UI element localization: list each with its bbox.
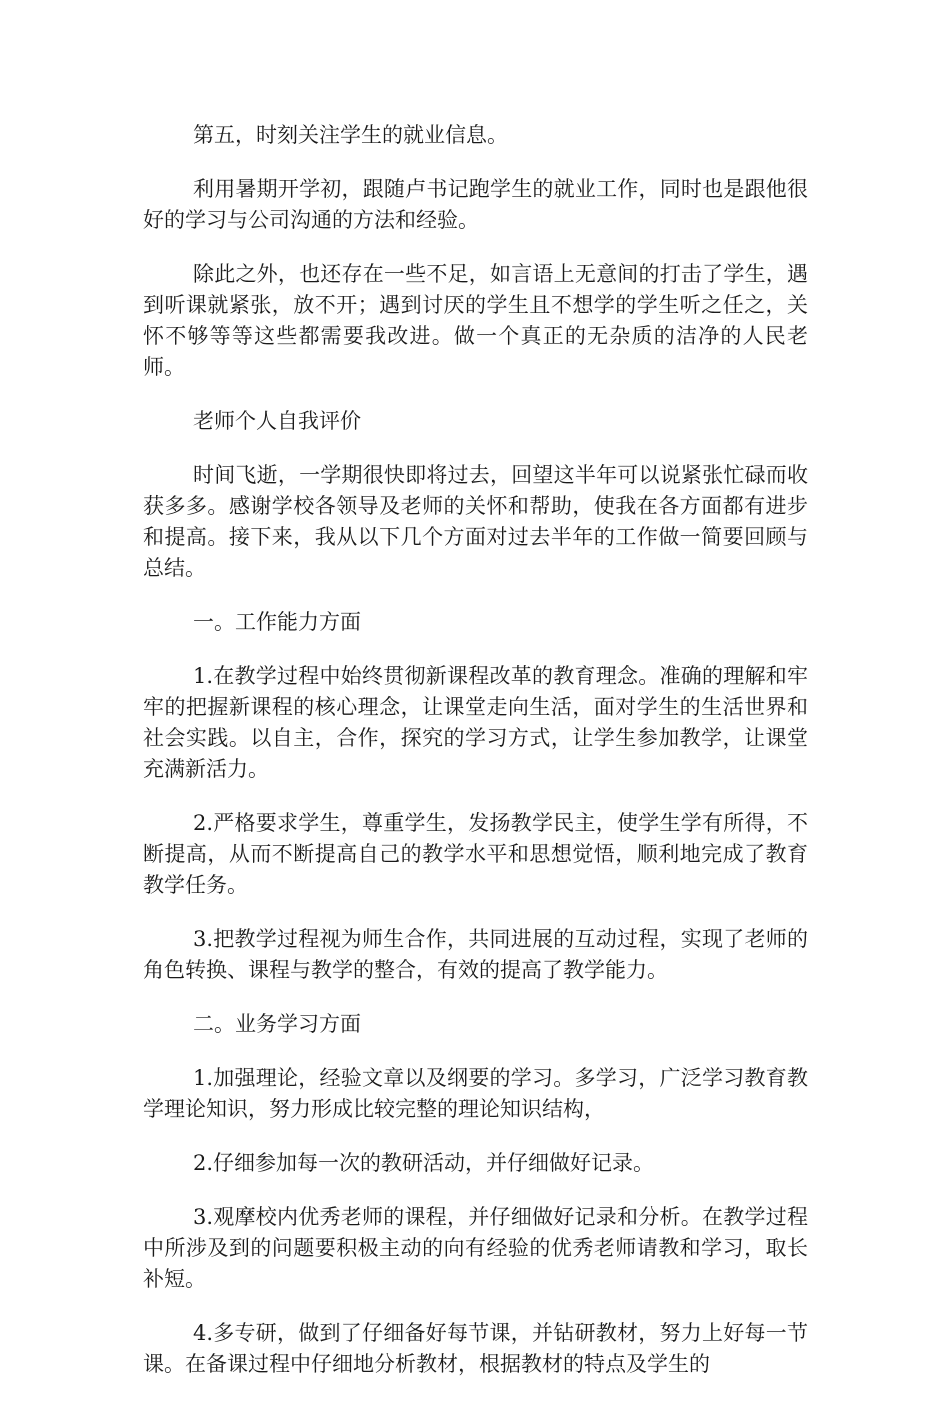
section-heading-professional-study: 二。业务学习方面 (193, 1012, 361, 1036)
section-heading-self-evaluation: 老师个人自我评价 (193, 409, 361, 433)
list-item-work-ability-2: 2.严格要求学生，尊重学生，发扬教学民主，使学生学有所得，不断提高，从而不断提高自己的教学水平和思想觉悟，顺利地完成了教育教学任务。 (143, 811, 808, 897)
paragraph-summer-work: 利用暑期开学初，跟随卢书记跑学生的就业工作，同时也是跟他很好的学习与公司沟通的方法和经验。 (143, 177, 808, 232)
document-body (143, 120, 808, 1403)
paragraph-introduction: 时间飞逝，一学期很快即将过去，回望这半年可以说紧张忙碌而收获多多。感谢学校各领导及老师的关怀和帮助，使我在各方面都有进步和提高。接下来，我从以下几个方面对过去半年的工作做一简要回顾与总结。 (143, 463, 808, 580)
paragraph-employment-info: 第五，时刻关注学生的就业信息。 (193, 123, 508, 147)
list-item-study-1: 1.加强理论，经验文章以及纲要的学习。多学习，广泛学习教育教学理论知识，努力形成比较完整的理论知识结构， (143, 1066, 808, 1121)
list-item-study-4: 4.多专研，做到了仔细备好每节课，并钻研教材，努力上好每一节课。在备课过程中仔细地分析教材，根据教材的特点及学生的 (143, 1321, 808, 1376)
paragraph-shortcomings: 除此之外，也还存在一些不足，如言语上无意间的打击了学生，遇到听课就紧张，放不开；遇到讨厌的学生且不想学的学生听之任之，关怀不够等等这些都需要我改进。做一个真正的无杂质的洁净的人民老师。 (143, 262, 808, 379)
section-heading-work-ability: 一。工作能力方面 (193, 610, 361, 634)
list-item-work-ability-3: 3.把教学过程视为师生合作，共同进展的互动过程，实现了老师的角色转换、课程与教学的整合，有效的提高了教学能力。 (143, 927, 808, 982)
list-item-work-ability-1: 1.在教学过程中始终贯彻新课程改革的教育理念。准确的理解和牢牢的把握新课程的核心理念，让课堂走向生活，面对学生的生活世界和社会实践。以自主，合作，探究的学习方式，让学生参加教学，让课堂充满新活力。 (143, 664, 808, 781)
list-item-study-3: 3.观摩校内优秀老师的课程，并仔细做好记录和分析。在教学过程中所涉及到的问题要积极主动的向有经验的优秀老师请教和学习，取长补短。 (143, 1205, 808, 1291)
list-item-study-2: 2.仔细参加每一次的教研活动，并仔细做好记录。 (193, 1151, 655, 1175)
